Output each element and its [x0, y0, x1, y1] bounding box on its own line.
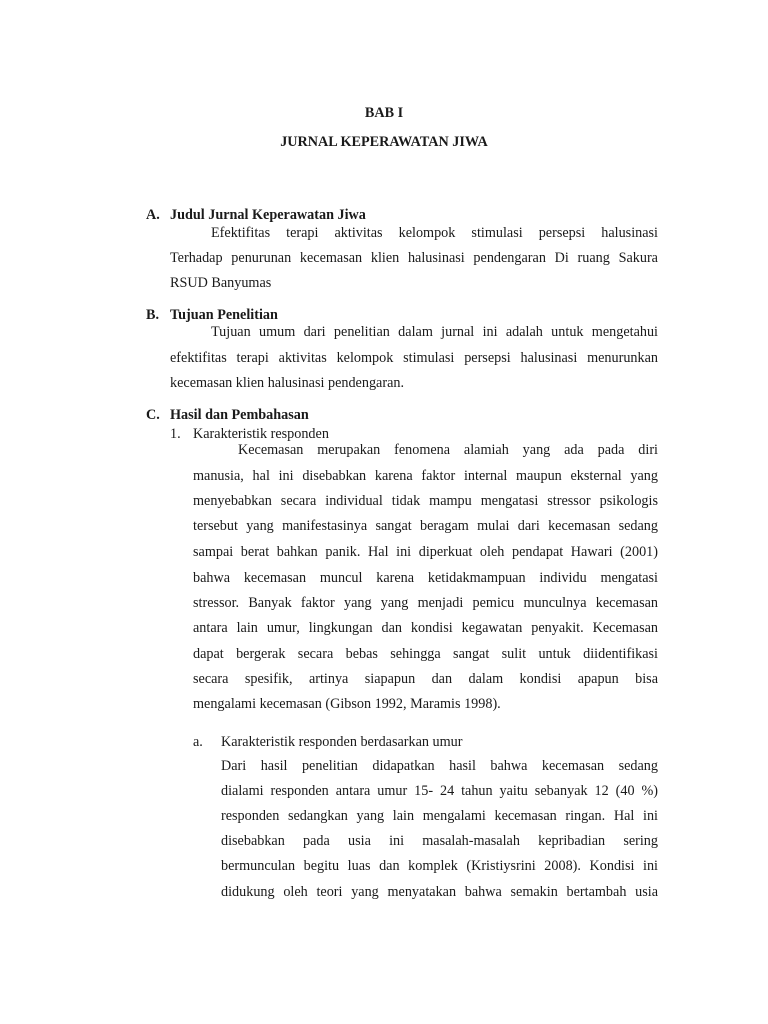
subitem-a-line-5: bermunculan begitu luas dan komplek (Kristiysrini 2008). Kondisi ini [221, 858, 658, 874]
subitem-a-line-6: didukung oleh teori yang menyatakan bahwa semakin bertambah usia [221, 884, 658, 900]
subitem-a-marker: a. [193, 734, 203, 750]
item-1-line-11: mengalami kecemasan (Gibson 1992, Maramis 1998). [193, 696, 501, 712]
section-a-line-2: Terhadap penurunan kecemasan klien halusinasi pendengaran Di ruang Sakura [170, 250, 658, 266]
item-1-line-1: Kecemasan merupakan fenomena alamiah yang ada pada diri [238, 442, 658, 458]
section-a-line-1: Efektifitas terapi aktivitas kelompok stimulasi persepsi halusinasi [211, 225, 658, 241]
subitem-a-line-4: disebabkan pada usia ini masalah-masalah kepribadian sering [221, 833, 658, 849]
item-1-marker: 1. [170, 426, 181, 442]
subitem-a-line-3: responden sedangkan yang lain mengalami kecemasan ringan. Hal ini [221, 808, 658, 824]
item-1-line-3: menyebabkan secara individual tidak mampu mengatasi stressor psikologis [193, 493, 658, 509]
section-b-marker: B. [146, 307, 160, 323]
subitem-a-heading: Karakteristik responden berdasarkan umur [221, 734, 463, 750]
section-a-heading: Judul Jurnal Keperawatan Jiwa [170, 207, 366, 223]
chapter-title: BAB I [364, 105, 404, 121]
subitem-a-line-2: dialami responden antara umur 15- 24 tahun yaitu sebanyak 12 (40 %) [221, 783, 658, 799]
item-1-line-5: sampai berat bahkan panik. Hal ini diperkuat oleh pendapat Hawari (2001) [193, 544, 658, 560]
section-b-line-3: kecemasan klien halusinasi pendengaran. [170, 375, 405, 391]
section-a-marker: A. [146, 207, 160, 223]
section-b-heading: Tujuan Penelitian [170, 307, 278, 323]
item-1-line-7: stressor. Banyak faktor yang yang menjadi pemicu munculnya kecemasan [193, 595, 658, 611]
item-1-line-6: bahwa kecemasan muncul karena ketidakmampuan individu mengatasi [193, 570, 658, 586]
section-a-line-3: RSUD Banyumas [170, 275, 272, 291]
item-1-line-8: antara lain umur, lingkungan dan kondisi kegawatan penyakit. Kecemasan [193, 620, 658, 636]
item-1-line-9: dapat bergerak secara bebas sehingga sangat sulit untuk diidentifikasi [193, 646, 658, 662]
subitem-a-line-1: Dari hasil penelitian didapatkan hasil bahwa kecemasan sedang [221, 758, 658, 774]
item-1-line-4: tersebut yang manifestasinya sangat beragam mulai dari kecemasan sedang [193, 518, 658, 534]
item-1-heading: Karakteristik responden [193, 426, 329, 442]
section-b-line-1: Tujuan umum dari penelitian dalam jurnal ini adalah untuk mengetahui [211, 324, 658, 340]
document-title: JURNAL KEPERAWATAN JIWA [280, 134, 488, 150]
section-b-line-2: efektifitas terapi aktivitas kelompok stimulasi persepsi halusinasi menurunkan [170, 350, 658, 366]
item-1-line-2: manusia, hal ini disebabkan karena faktor internal maupun eksternal yang [193, 468, 658, 484]
section-c-marker: C. [146, 407, 160, 423]
item-1-line-10: secara spesifik, artinya siapapun dan dalam kondisi apapun bisa [193, 671, 658, 687]
section-c-heading: Hasil dan Pembahasan [170, 407, 309, 423]
